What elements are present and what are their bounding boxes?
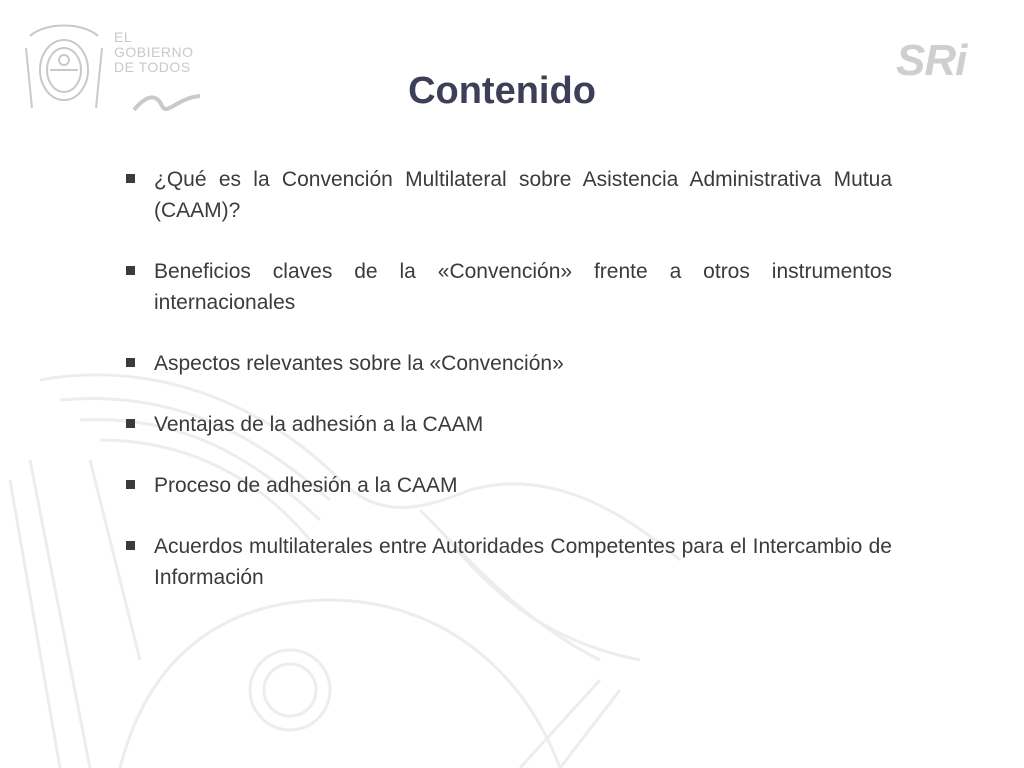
square-bullet-icon [126,266,135,275]
list-item [122,164,892,226]
gov-logo-line: DE TODOS [114,59,191,75]
square-bullet-icon [126,541,135,550]
square-bullet-icon [126,358,135,367]
list-item [122,409,892,440]
bullet-list [122,164,892,623]
list-item-text: Acuerdos multilaterales entre Autoridades Competentes para el Intercambio de Información [154,535,892,589]
page-title: Contenido [408,70,596,112]
gov-logo-line: EL [114,29,133,45]
sri-logo: SRi [896,36,967,85]
list-item [122,348,892,379]
list-item-text: ¿Qué es la Convención Multilateral sobre Asistencia Administrativa Mutua (CAAM)? [154,168,892,222]
list-item-text: Proceso de adhesión a la CAAM [154,474,458,497]
list-item-text: Ventajas de la adhesión a la CAAM [154,413,484,436]
list-item [122,470,892,501]
gov-logo-line: GOBIERNO [114,44,194,60]
list-item [122,531,892,593]
square-bullet-icon [126,419,135,428]
square-bullet-icon [126,174,135,183]
government-logo-text [114,30,204,75]
list-item [122,256,892,318]
list-item-text: Aspectos relevantes sobre la «Convención» [154,352,564,375]
list-item-text: Beneficios claves de la «Convención» frente a otros instrumentos internacionales [154,260,892,314]
square-bullet-icon [126,480,135,489]
